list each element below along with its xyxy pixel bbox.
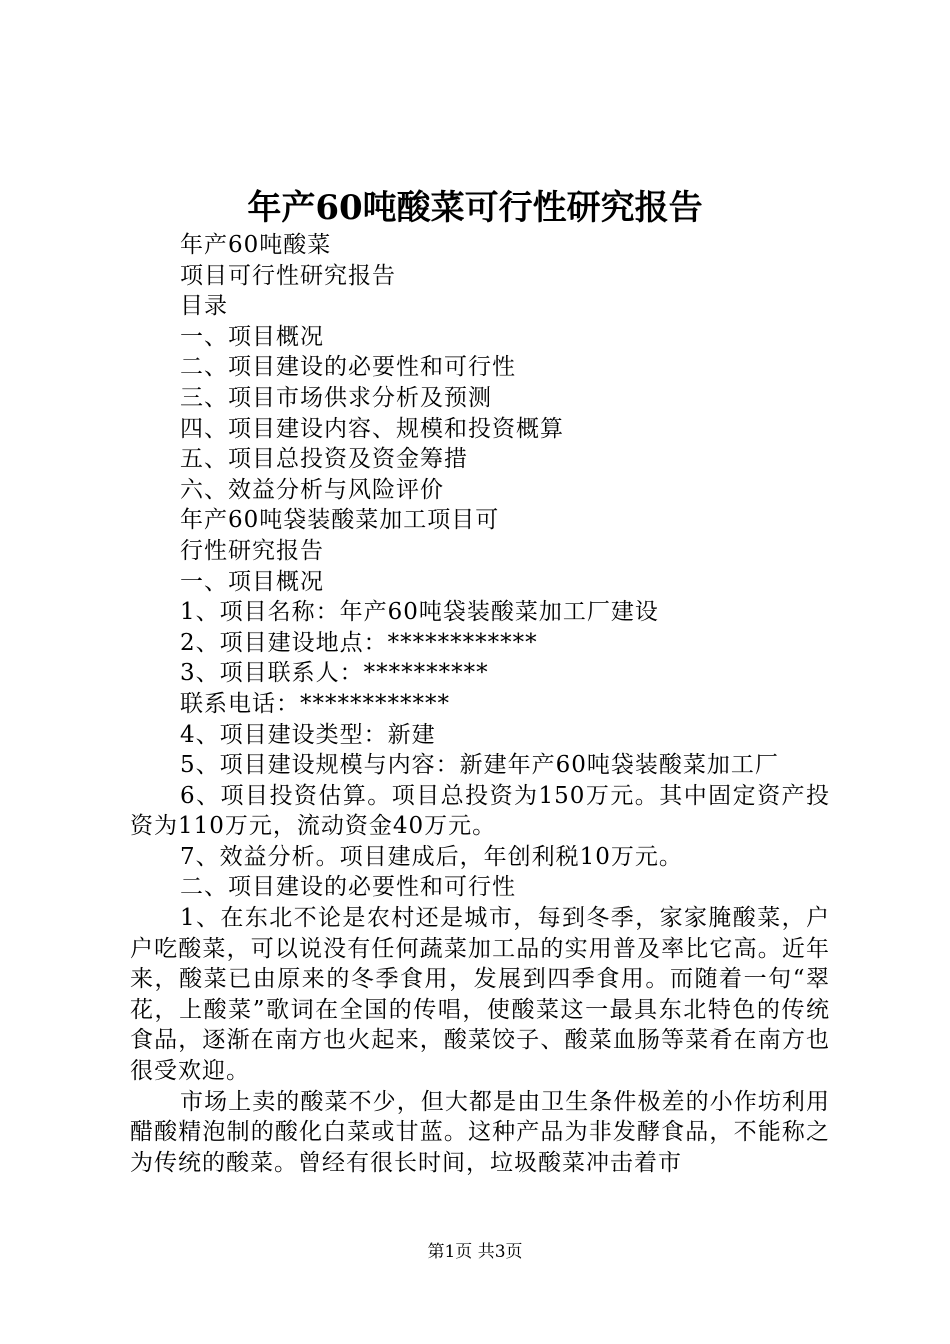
section-heading: 一、项目概况 [180,568,324,595]
text-line: 项目可行性研究报告 [180,262,396,289]
section-heading: 二、项目建设的必要性和可行性 [180,874,516,901]
text-line: 年产60吨袋装酸菜加工项目可 [180,507,500,534]
page-footer: 第1页 共3页 [427,1242,523,1262]
toc-item: 一、项目概况 [180,323,324,350]
text-line: 3、项目联系人：********** [180,660,489,687]
paragraph: 市场上卖的酸菜不少，但大都是由卫生条件极差的小作坊利用醋酸精泡制的酸化白菜或甘蓝。这种产品为非发酵食品，不能称之为传统的酸菜。曾经有很长时间，垃圾酸菜冲击着市 [130,1088,830,1176]
toc-heading: 目录 [180,293,228,320]
paragraph: 7、效益分析。项目建成后，年创利税10万元。 [180,843,683,870]
text-line: 年产60吨酸菜 [180,232,332,258]
text-line: 联系电话：************ [180,690,450,717]
text-line: 5、项目建设规模与内容：新建年产60吨袋装酸菜加工厂 [180,752,779,779]
toc-item: 六、效益分析与风险评价 [180,476,444,503]
paragraph: 1、在东北不论是农村还是城市，每到冬季，家家腌酸菜，户户吃酸菜，可以说没有任何蔬菜加工品的实用普及率比它高。近年来，酸菜已由原来的冬季食用，发展到四季食用。而随着一句“翠花，上酸菜”歌词在全国的传唱，使酸菜这一最具东北特色的传统食品，逐渐在南方也火起来，酸菜饺子、酸菜血肠等菜肴在南方也很受欢迎。 [130,905,830,1085]
text-line: 2、项目建设地点：************ [180,629,538,656]
paragraph: 6、项目投资估算。项目总投资为150万元。其中固定资产投资为110万元，流动资金40万元。 [130,782,830,840]
toc-item: 二、项目建设的必要性和可行性 [180,354,516,381]
text-line: 行性研究报告 [180,537,324,564]
toc-item: 五、项目总投资及资金筹措 [180,446,468,473]
toc-item: 三、项目市场供求分析及预测 [180,384,492,411]
toc-item: 四、项目建设内容、规模和投资概算 [180,415,564,442]
text-line: 4、项目建设类型：新建 [180,721,436,748]
document-body [130,230,830,1178]
text-line: 1、项目名称：年产60吨袋装酸菜加工厂建设 [180,599,659,626]
document-title: 年产60吨酸菜可行性研究报告 [247,188,703,228]
